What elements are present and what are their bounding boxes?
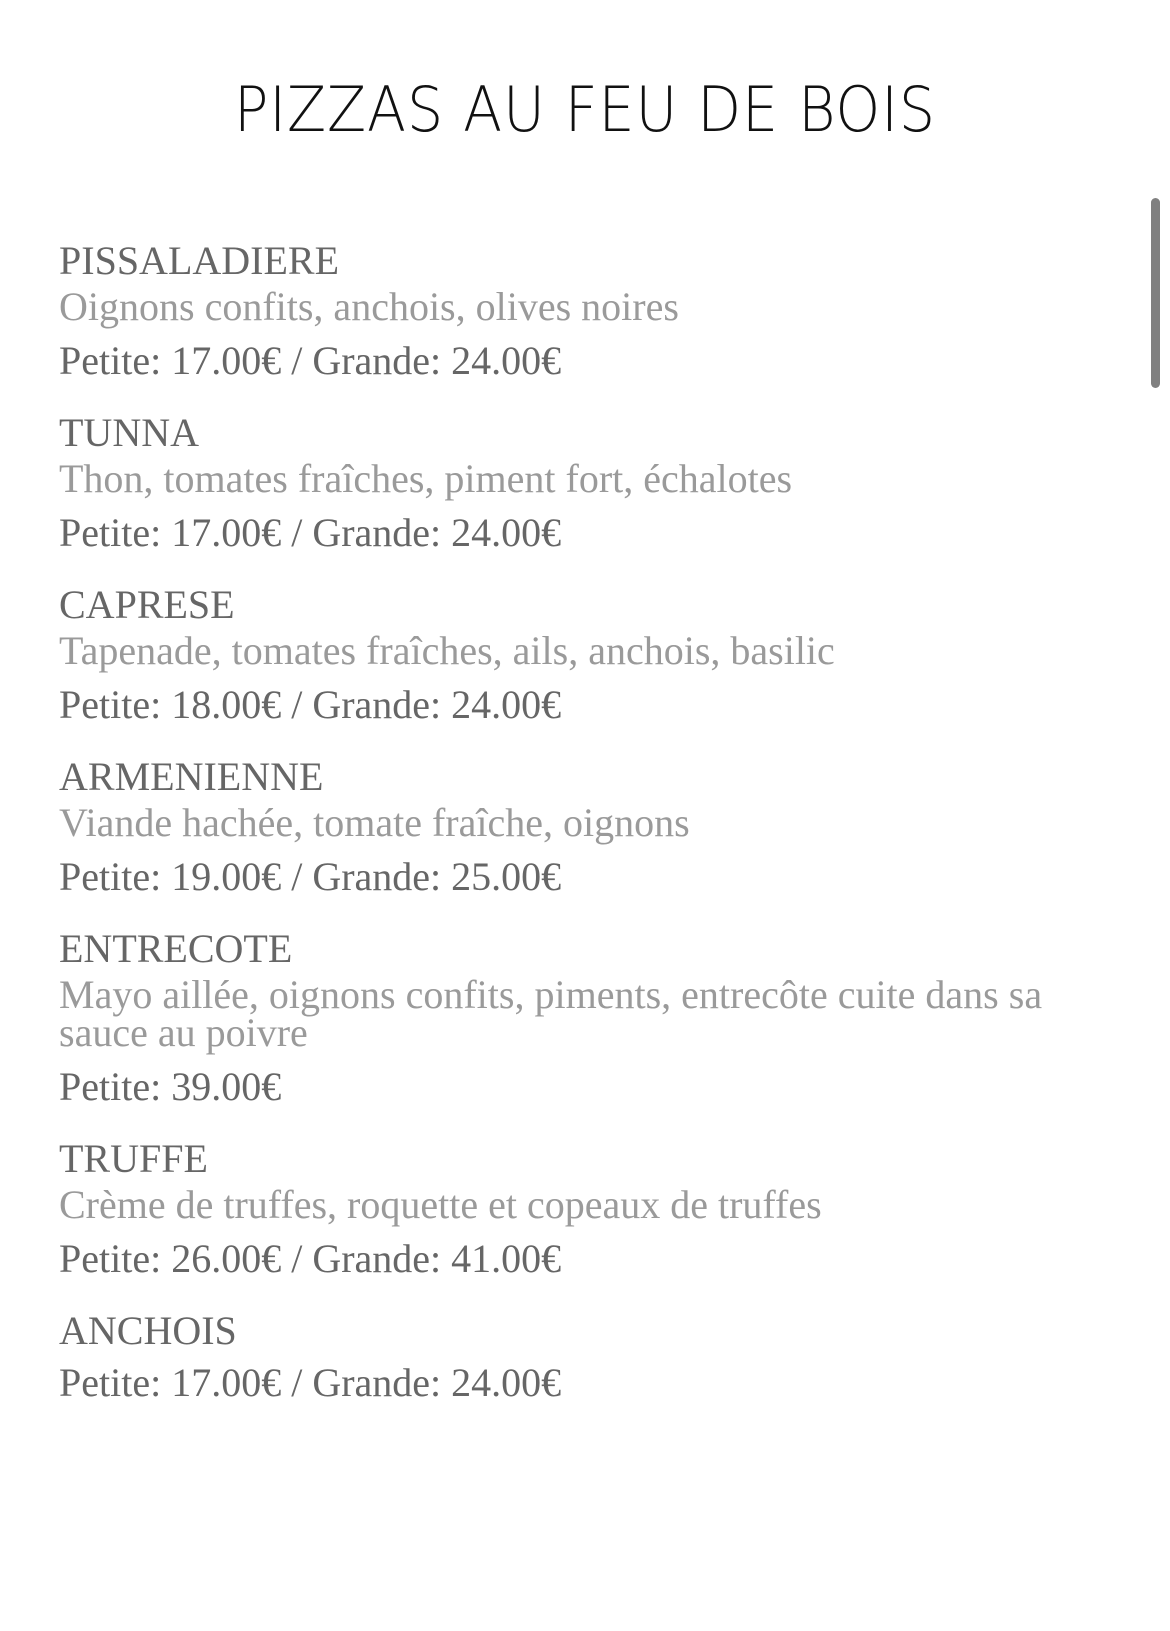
- item-name: TUNNA: [59, 410, 199, 455]
- item-name: PISSALADIERE: [59, 238, 340, 283]
- item-price: Petite: 17.00€ / Grande: 24.00€: [59, 510, 562, 555]
- menu-item: [59, 408, 1099, 558]
- item-name: ENTRECOTE: [59, 926, 293, 971]
- item-price: Petite: 17.00€ / Grande: 24.00€: [59, 1360, 562, 1405]
- item-description: Viande hachée, tomate fraîche, oignons: [59, 800, 690, 845]
- menu-item: [59, 752, 1099, 902]
- menu-item: [59, 1306, 1099, 1408]
- item-description: Thon, tomates fraîches, piment fort, échalotes: [59, 456, 793, 501]
- menu-item: [59, 1134, 1099, 1284]
- scrollbar-thumb[interactable]: [1151, 198, 1160, 388]
- item-price: Petite: 26.00€ / Grande: 41.00€: [59, 1236, 562, 1281]
- item-description: Crème de truffes, roquette et copeaux de truffes: [59, 1182, 822, 1227]
- item-price: Petite: 18.00€ / Grande: 24.00€: [59, 682, 562, 727]
- item-price: Petite: 39.00€: [59, 1064, 282, 1109]
- item-price: Petite: 19.00€ / Grande: 25.00€: [59, 854, 562, 899]
- page-title: PIZZAS AU FEU DE BOIS: [233, 72, 937, 146]
- item-price: Petite: 17.00€ / Grande: 24.00€: [59, 338, 562, 383]
- menu-item: [59, 924, 1099, 1112]
- item-description: Oignons confits, anchois, olives noires: [59, 284, 679, 329]
- item-name: CAPRESE: [59, 582, 235, 627]
- item-description: Mayo aillée, oignons confits, piments, entrecôte cuite dans sa sauce au poivre: [59, 972, 1043, 1055]
- item-description: Tapenade, tomates fraîches, ails, anchois, basilic: [59, 628, 835, 673]
- menu-item: [59, 580, 1099, 730]
- menu-list: [59, 236, 1099, 1430]
- menu-item: [59, 236, 1099, 386]
- item-name: ARMENIENNE: [59, 754, 324, 799]
- item-name: ANCHOIS: [59, 1308, 237, 1353]
- item-name: TRUFFE: [59, 1136, 208, 1181]
